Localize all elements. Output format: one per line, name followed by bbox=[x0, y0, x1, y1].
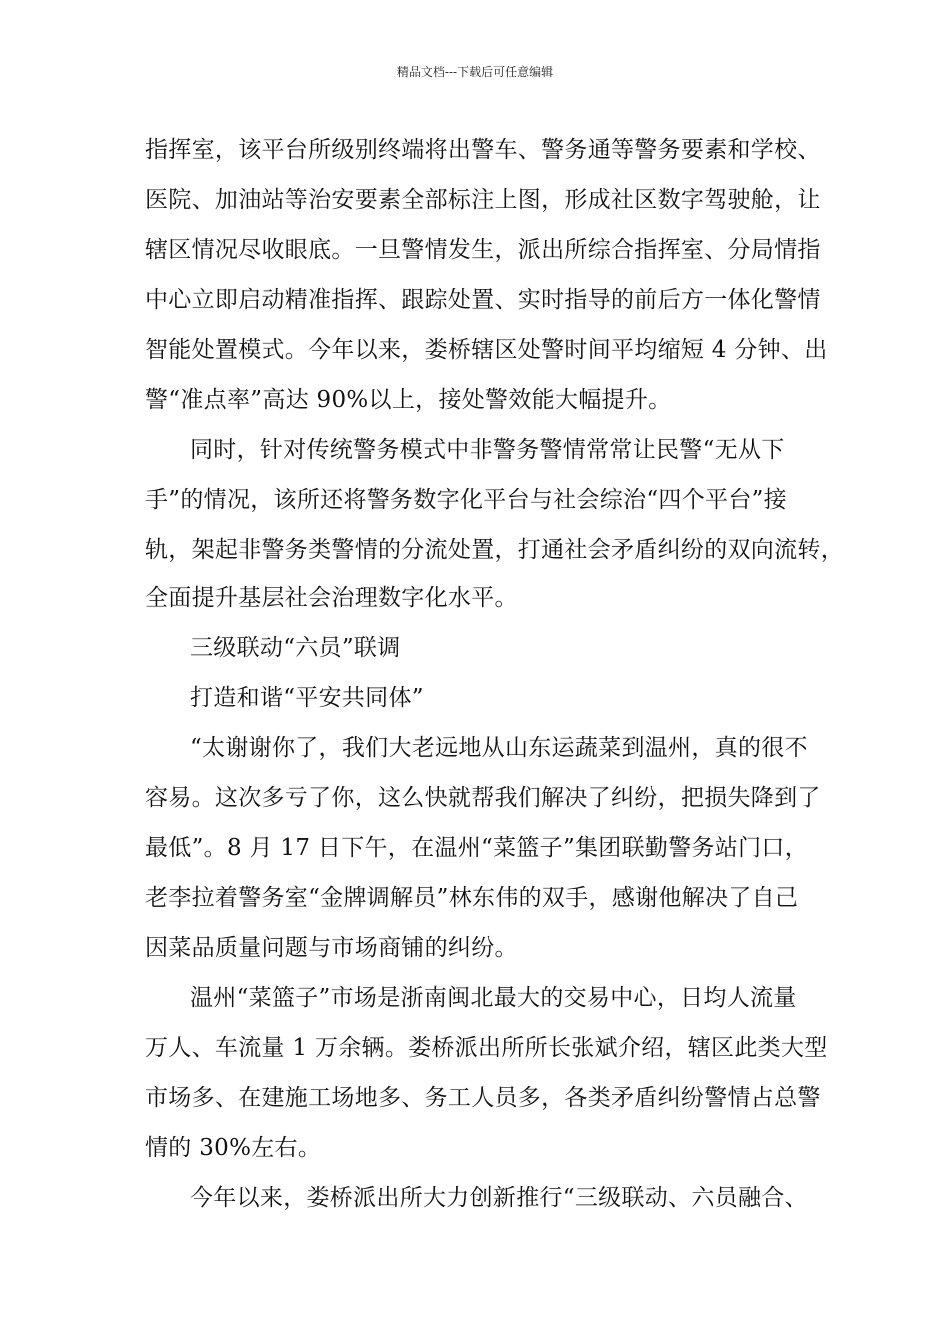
text-line: 老李拉着警务室“金牌调解员”林东伟的双手，感谢他解决了自己 bbox=[145, 885, 799, 911]
text-line: 中心立即启动精准指挥、跟踪处置、实时指导的前后方一体化警情 bbox=[145, 287, 821, 313]
text-line: 容易。这次多亏了你，这么快就帮我们解决了纠纷，把损失降到了 bbox=[145, 785, 821, 811]
paragraph-start-line: 温州“菜篮子”市场是浙南闽北最大的交易中心，日均人流量 bbox=[190, 985, 797, 1011]
section-heading: 三级联动“六员”联调 bbox=[190, 635, 401, 661]
text-line: 智能处置模式。今年以来，娄桥辖区处警时间平均缩短 4 分钟、出 bbox=[145, 337, 828, 363]
text-line: 因菜品质量问题与市场商铺的纠纷。 bbox=[145, 935, 518, 961]
text-line: 警“准点率”高达 90%以上，接处警效能大幅提升。 bbox=[145, 387, 672, 413]
paragraph-start-line: 今年以来，娄桥派出所大力创新推行“三级联动、六员融合、 bbox=[190, 1185, 808, 1211]
text-line: 手”的情况，该所还将警务数字化平台与社会综治“四个平台”接 bbox=[145, 487, 787, 513]
paragraph-start-line: “太谢谢你了，我们大老远地从山东运蔬菜到温州，真的很不 bbox=[190, 735, 808, 761]
section-subheading: 打造和谐“平安共同体” bbox=[190, 685, 424, 711]
page-header-watermark: 精品文档---下载后可任意编辑 bbox=[396, 65, 554, 79]
text-line: 全面提升基层社会治理数字化水平。 bbox=[145, 585, 518, 611]
text-line: 情的 30%左右。 bbox=[145, 1135, 322, 1161]
text-line: 轨，架起非警务类警情的分流处置，打通社会矛盾纠纷的双向流转， bbox=[145, 537, 844, 563]
text-line: 医院、加油站等治安要素全部标注上图，形成社区数字驾驶舱，让 bbox=[145, 187, 821, 213]
text-line: 市场多、在建施工场地多、务工人员多，各类矛盾纠纷警情占总警 bbox=[145, 1085, 821, 1111]
text-line: 最低”。8 月 17 日下午，在温州“菜篮子”集团联勤警务站门口， bbox=[145, 835, 809, 861]
text-line: 万人、车流量 1 万余辆。娄桥派出所所长张斌介绍，辖区此类大型 bbox=[145, 1035, 828, 1061]
paragraph-start-line: 同时，针对传统警务模式中非警务警情常常让民警“无从下 bbox=[190, 437, 785, 463]
text-line: 辖区情况尽收眼底。一旦警情发生，派出所综合指挥室、分局情指 bbox=[145, 237, 821, 263]
text-line: 指挥室，该平台所级别终端将出警车、警务通等警务要素和学校、 bbox=[145, 137, 821, 163]
